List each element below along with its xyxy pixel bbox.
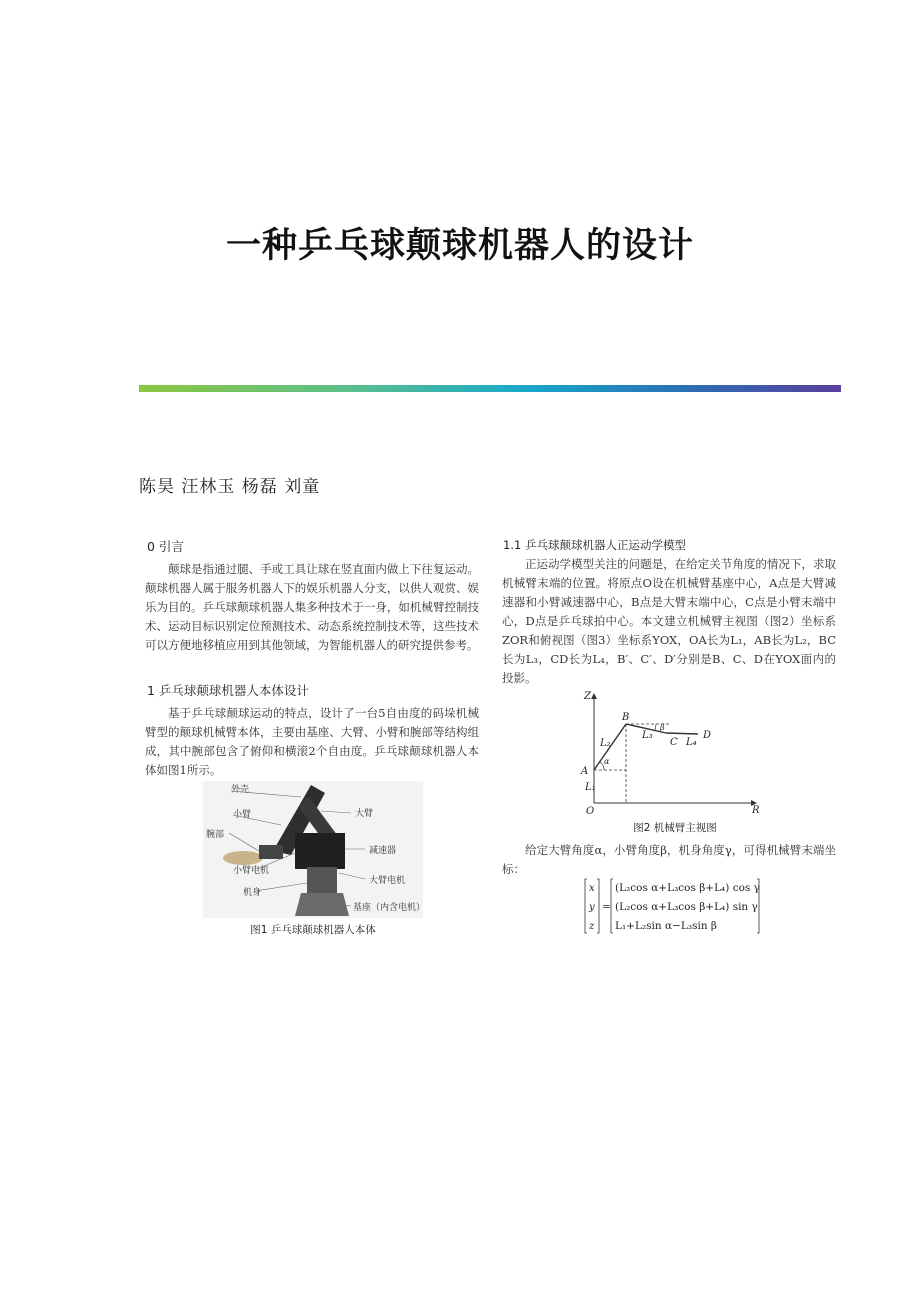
- title-gradient-rule: [139, 385, 841, 392]
- label-alpha: α: [604, 757, 610, 766]
- label-l2: L₂: [600, 738, 611, 749]
- label-l4: L₄: [686, 737, 697, 748]
- label-upper-arm-motor: 大臂电机: [369, 876, 406, 886]
- var-z: z: [589, 921, 595, 932]
- paper-title: 一种乒乓球颠球机器人的设计: [225, 225, 694, 266]
- label-beta: β: [660, 723, 665, 732]
- label-d: D: [703, 730, 712, 741]
- label-o: O: [586, 806, 595, 815]
- equals-sign: =: [602, 901, 611, 913]
- label-forearm: 小臂: [233, 810, 252, 820]
- section-1-1-heading: 1.1 乒乓球颠球机器人正运动学模型: [503, 538, 686, 552]
- equation-intro-paragraph: 给定大臂角度α，小臂角度β，机身角度γ，可得机械臂末端坐标：: [502, 843, 836, 876]
- figure-2: [580, 690, 765, 815]
- label-l3: L₃: [642, 730, 653, 741]
- label-z: Z: [584, 691, 591, 702]
- section-0-paragraph: 颠球是指通过腿、手或工具让球在竖直面内做上下往复运动。颠球机器人属于服务机器人下的娱乐机器人分支，以供人观赏、娱乐为目的。乒乓球颠球机器人集多种技术于一身，如机械臂控制技术、运动目标识别定位预测技术、动态系统控制技术等，这些技术可以方便地移植应用到其他领域，为智能机器人的研究提供参考。: [145, 562, 479, 652]
- kinematics-equation: [583, 877, 763, 935]
- equation-row-y: (L₂cos α+L₃cos β+L₄) sin γ: [615, 901, 758, 913]
- var-y: y: [589, 902, 595, 913]
- figure-1: [203, 781, 423, 918]
- figure-1-caption: 图1 乒乓球颠球机器人本体: [250, 924, 376, 936]
- link-cd: [666, 733, 698, 734]
- section-1-paragraph: 基于乒乓球颠球运动的特点，设计了一台5自由度的码垛机械臂型的颠球机械臂本体，主要由基座、大臂、小臂和腕部等结构组成，其中腕部包含了俯仰和横滚2个自由度。乒乓球颠球机器人本体如图1所示。: [145, 706, 479, 777]
- label-shell: 外壳: [231, 785, 250, 795]
- equation-row-z: L₁+L₂sin α−L₃sin β: [615, 920, 717, 932]
- arm-front-view-diagram: [580, 690, 765, 815]
- beta-arc: [655, 724, 656, 730]
- author-list: 陈昊 汪林玉 杨磊 刘童: [139, 477, 321, 497]
- label-l1: L₁: [585, 782, 596, 793]
- section-0-heading: 0 引言: [147, 539, 184, 554]
- section-1-heading: 1 乒乓球颠球机器人本体设计: [147, 683, 309, 698]
- label-a: A: [581, 766, 589, 777]
- base-shape: [295, 893, 349, 916]
- label-wrist: 腕部: [206, 830, 225, 840]
- robot-body-illustration: [203, 781, 423, 918]
- reducer-shape: [295, 833, 345, 869]
- equation-matrix: [583, 877, 763, 935]
- label-c: C: [670, 737, 678, 748]
- label-body: 机身: [243, 888, 262, 898]
- label-base: 基座（内含电机）: [353, 903, 423, 913]
- wrist-shape: [259, 845, 283, 859]
- paddle-shape: [223, 851, 263, 865]
- var-x: x: [589, 883, 595, 894]
- figure-2-caption: 图2 机械臂主视图: [633, 822, 717, 834]
- equation-row-x: (L₂cos α+L₃cos β+L₄) cos γ: [615, 882, 760, 894]
- section-1-1-paragraph: 正运动学模型关注的问题是，在给定关节角度的情况下，求取机械臂末端的位置。将原点O设在机械臂基座中心，A点是大臂减速器和小臂减速器中心，B点是大臂末端中心，C点是小臂末端中心，D点是乒乓球拍中心。本文建立机械臂主视图（图2）坐标系ZOR和俯视图（图3）坐标系YOX，OA长为L₁，AB长为L₂，BC长为L₃，CD长为L₄，B′、C′、D′分别是B、C、D在YOX面内的投影。: [502, 557, 836, 685]
- label-forearm-motor: 小臂电机: [233, 866, 270, 876]
- label-upper-arm: 大臂: [355, 809, 374, 819]
- label-reducer: 减速器: [369, 846, 397, 856]
- label-b: B: [622, 712, 630, 723]
- label-r: R: [752, 805, 760, 815]
- body-shape: [307, 867, 337, 893]
